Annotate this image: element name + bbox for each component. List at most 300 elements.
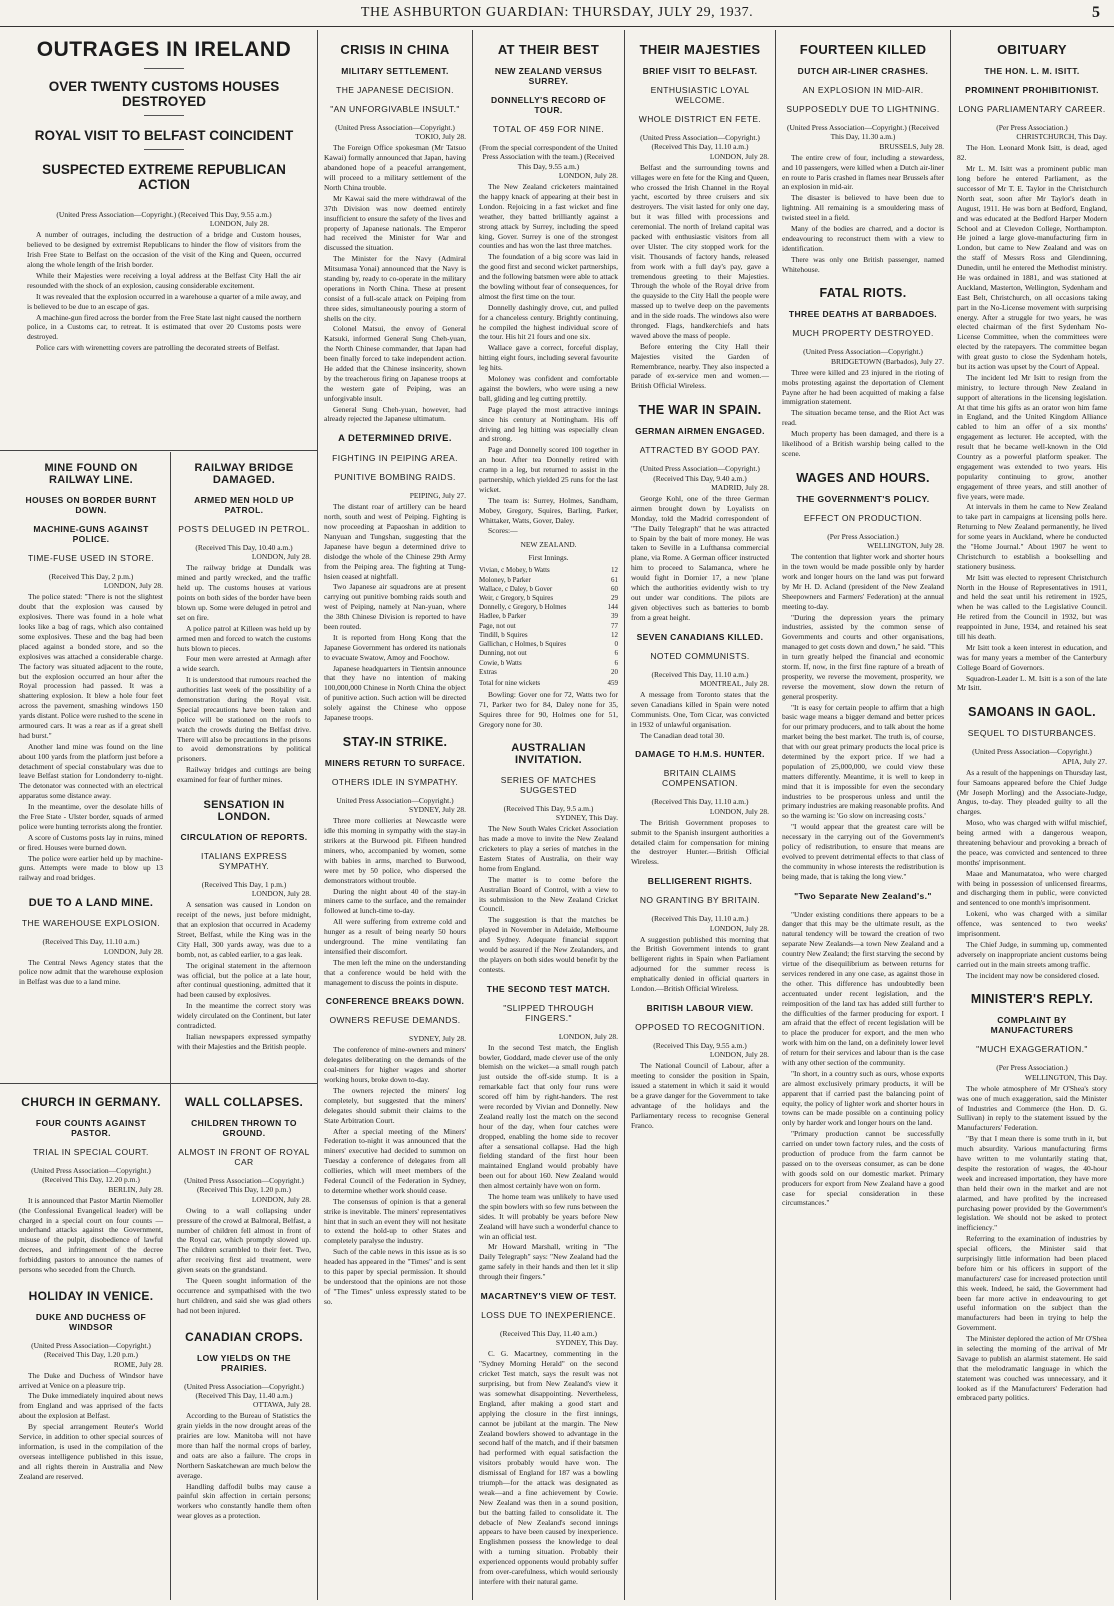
subheading: DUTCH AIR-LINER CRASHES.: [797, 66, 929, 76]
dateline: SYDNEY, This Day.: [555, 813, 618, 823]
batsman-entry: Hadlee, b Parker: [479, 612, 526, 621]
dateline: SYDNEY, July 28.: [409, 805, 466, 815]
subheading: MINERS RETURN TO SURFACE.: [324, 757, 466, 768]
credit-line: (Received This Day, 11.10 a.m.): [42, 937, 140, 947]
scorecard-row: [479, 649, 618, 658]
dateline: LONDON, July 28.: [558, 1031, 618, 1041]
headline: WALL COLLAPSES.: [184, 1095, 304, 1109]
subheading: WHOLE DISTRICT EN FETE.: [638, 114, 762, 124]
paragraph: The team is: Surrey, Holmes, Sandham, Mobey, Gregory, Squires, Barling, Parker, Whittaker, Watts, Gover, Daley.: [479, 495, 618, 525]
column-rule: [950, 30, 951, 1600]
subheading: OTHERS IDLE IN SYMPATHY.: [331, 776, 459, 787]
subheading: "Two Separate New Zealand's.": [794, 890, 932, 901]
paragraph: "During the depression years the primary industries, assisted by the common sense of Governments and courts and other organisations, managed to get costs down and down," he said. "This in turn greatly helped the financial and economic storm. If, now, in the first fine rapture of a breath of prosperity, we reverse the movement, prosperity, we reverse the movement, slow down the return of general prosperity.: [782, 612, 944, 701]
column-rule: [170, 452, 171, 1600]
article-body: [177, 563, 311, 785]
credit-line: (United Press Association—Copyright.) (Received This Day, 9.40 a.m.): [640, 464, 760, 483]
dateline: OTTAWA, July 28.: [253, 1400, 311, 1410]
subheading: DAMAGE TO H.M.S. HUNTER.: [635, 749, 765, 760]
credit-line: (United Press Association—Copyright.) (Received This Day, 9.55 a.m.): [56, 210, 272, 219]
paragraph: The incident led Mr Isitt to resign from the ministry, to lecture through New Zealand in support of alterations in the licensing legislation. At that time his gifts as an orator won him fame in England, and the United Kingdom Alliance cabled to him an offer of a six months' engagement as lecturer. He accepted, with the result that he became well-known in the Old Country as a powerful platform speaker. The engagement was extended to two years. His popularity continuing to grow, another engagement of three years, and still another of five years, were made.: [957, 372, 1107, 501]
dateline: LONDON, July 28.: [709, 151, 769, 161]
subheading: THE GOVERNMENT'S POLICY.: [796, 493, 930, 504]
paragraph: A score of Customs posts lay in ruins, mined or fired. Houses were burned down.: [19, 832, 163, 852]
batsman-entry: Cowie, b Watts: [479, 658, 522, 667]
dateline: LONDON, July 28.: [709, 1050, 769, 1060]
paragraph: In the second Test match, the English bowler, Goddard, made clever use of the only blemish on the wicket—a small rough patch just outside the off-side stump. It is a remarkable fact that only four runs were scored off him by right-handers. The rest were recorded by Vivian and Donnelly. New Zealand really lost the match on the second hour of the day, when four catches were dropped, enabling the home side to recover after a sensational collapse. Had the high fielding standard of the first hour been maintained England would probably have been out for about 160. New Zealand would then almost certainly have won on form.: [479, 1042, 618, 1191]
subheading: LOSS DUE TO INEXPERIENCE.: [481, 1310, 616, 1321]
batsman-runs: 12: [611, 630, 618, 639]
article-body: [19, 592, 163, 883]
paragraph: The New South Wales Cricket Association has made a move to invite the New Zealand cricketers to play a series of matches in the Eastern States of Australia, on their way home from England.: [479, 824, 618, 873]
paragraph: Handling daffodil bulbs may cause a painful skin affection in certain persons; workers who constantly handle them often wear gloves as a protection.: [177, 1481, 311, 1521]
scorecard-row: [479, 659, 618, 668]
credit-line: (Per Press Association.): [827, 531, 899, 541]
credit-line: (United Press Association—Copyright.) (Received This Day, 11.10 a.m.): [640, 133, 760, 152]
subheading: FOUR COUNTS AGAINST PASTOR.: [35, 1118, 147, 1138]
headline: CHURCH IN GERMANY.: [21, 1095, 161, 1109]
subheading: OPPOSED TO RECOGNITION.: [635, 1021, 765, 1032]
dateline: MONTREAL, July 28.: [699, 678, 769, 688]
dateline: BRUSSELS, July 28.: [879, 141, 944, 151]
paragraph: Moloney was confident and comfortable against the bowlers, who were using a new ball, gliding and leg cutting prettily.: [479, 374, 618, 403]
credit-line: (Received This Day, 11.10 a.m.): [651, 914, 749, 924]
divider: [144, 68, 184, 69]
article-body: [177, 1206, 311, 1316]
paragraph: The Central News Agency states that the police now admit that the warehouse explosion in Belfast was due to a land mine.: [19, 957, 163, 987]
paragraph: Maae and Manumatatoa, who were charged with being in possession of unlicensed firearms, and discharging them in public, were convicted and sentenced to one month's imprisonment.: [957, 868, 1107, 908]
paragraph: A sensation was caused in London on receipt of the news, just before midnight, that an explosion that occurred in Academy Street, Belfast, while the King was in the City Hall, 300 yards away, was due to a bomb, not, as cabled earlier, to a gas leak.: [177, 900, 311, 959]
credit-line: (Received This Day, 11.10 a.m.): [651, 797, 749, 807]
paragraph: Mr Isitt was elected to represent Christchurch North in the House of Representatives in 1911, and held the seat until his retirement in 1925, when he was called to the Legislative Council. He retired from the Council in 1932, but was reappointed in June, 1934, and retained his seat till his death.: [957, 572, 1107, 642]
paragraph: C. G. Macartney, commenting in the "Sydney Morning Herald" on the second cricket Test match, says the result was not surprising, but from New Zealand's view it was somewhat disappointing. Nevertheless, England, after making a good start and applying the closure in the first innings, cannot be jubilant at the margin. The New Zealand bowlers showed to advantage in the second half of the match, and if their batsmen had performed with equal satisfaction the visitors probably would have won. The dismissal of England for 187 was a bowling triumph—for the attack was designated as weak—and a fine achievement by Cowie. New Zealand was then in a sound position, but the batting failed to consolidate it. The debacle of New Zealand's second innings appears to have been caused by inexperience. Englishmen possess the knowledge to deal with a turning situation. Probably their experienced opponents would probably suffer from over-carefulness, which would seriously interfere with their natural game.: [479, 1349, 618, 1586]
masthead: [0, 0, 1114, 27]
batsman-entry: Tindill, b Squires: [479, 630, 528, 639]
page-number: 5: [1092, 4, 1100, 21]
paragraph: The whole atmosphere of Mr O'Shea's story was one of much exaggeration, said the Minister of Industries and Commerce (the Hon. D. G. Sullivan) in reply to the statement issued by the Manufacturers' Federation.: [957, 1083, 1107, 1133]
dateline: LONDON, July 28.: [251, 889, 311, 899]
cricket-column: [474, 34, 623, 1602]
article-body: [957, 768, 1107, 981]
scorecard-row: [479, 668, 618, 677]
batsman-runs: 6: [614, 658, 618, 667]
paragraph: The conference of mine-owners and miners' delegates deliberating on the demands of the coal-miners for higher wages and shorter working hours, broke down to-day.: [324, 1045, 466, 1085]
paragraph: Much property has been damaged, and there is a likelihood of a British warship being called to the scene.: [782, 429, 944, 458]
subheading: ARMED MEN HOLD UP PATROL.: [194, 495, 294, 515]
paragraph: According to the Bureau of Statistics the grain yields in the now drought areas of the prairies are low. Manitoba will not have more than half the normal crops of barley, and oats are also a failure. The crops in Northern Saskatchewan are much below the average.: [177, 1411, 311, 1480]
dateline: ROME, July 28.: [113, 1359, 163, 1369]
paragraph: After a special meeting of the Miners' Federation to-night it was announced that the miners' executive had decided to summon on Tuesday a conference of delegates from all collieries, which will meet members of the Federal Council of the Federation in Sydney, to determine whether work should cease.: [324, 1126, 466, 1195]
article-body: [782, 153, 944, 275]
paragraph: "In short, in a country such as ours, whose exports are almost exclusively primary products, it will be apparent that if carried past the balancing point of equity, the policy of lighter work and shorter hours in towns can be made possible on a continuing policy only by harder work and longer hours on the land.: [782, 1068, 944, 1128]
batsman-entry: Wallace, c Daley, b Gover: [479, 584, 553, 593]
paragraph: General Sung Cheh-yuan, however, had already rejected the Japanese ultimatum.: [324, 404, 466, 424]
ireland-deck-2: ROYAL VISIT TO BELFAST COINCIDENT: [34, 128, 294, 143]
scorecard-row: [479, 603, 618, 612]
credit-line: (United Press Association—Copyright.): [803, 347, 923, 357]
credit-line: (United Press Association—Copyright.) (Received This Day, 12.20 p.m.): [31, 1166, 151, 1185]
scorecard-row: [479, 585, 618, 594]
batsman-entry: Dunning, not out: [479, 649, 527, 658]
ireland-deck-1: OVER TWENTY CUSTOMS HOUSES DESTROYED: [48, 79, 280, 109]
dateline: WELLINGTON, July 28.: [867, 541, 944, 551]
subheading: CIRCULATION OF REPORTS.: [180, 831, 308, 842]
subheading: THE HON. L. M. ISITT.: [984, 66, 1080, 76]
subheading: TOTAL OF 459 FOR NINE.: [492, 124, 605, 134]
paragraph: While their Majesties were receiving a loyal address at the Belfast City Hall the air resounded with the shock of an explosion, causing considerable excitement.: [27, 270, 301, 290]
section-rule: [0, 1083, 317, 1084]
paragraph: It is announced that Pastor Martin Niemoller (the Confessional Evangelical leader) will be charged in a special court on four counts — underhand attacks against the Government, misuse of the pulpit, disobedience of lawful decrees, and infringement of the decree forbidding pastors to announce the names of persons who seceded from the Church.: [19, 1195, 163, 1274]
batsman-runs: 60: [611, 584, 618, 593]
paragraph: The contention that lighter work and shorter hours in the town would be made possible only by harder work and longer hours on the land was put forward by Mr H. D. Acland (president of the New Zealand Sheepowners and Farmers' Federation) at the annual meeting to-day.: [782, 552, 944, 611]
subheading: FIGHTING IN PEIPING AREA.: [332, 453, 458, 464]
paragraph: Railway bridges and cuttings are being examined for fear of further mines.: [177, 765, 311, 785]
subheading: BELLIGERENT RIGHTS.: [647, 876, 753, 887]
scorecard-row: [479, 640, 618, 649]
paragraph: During the night about 40 of the stay-in miners came to the surface, and the remainder followed at lunch-time to-day.: [324, 886, 466, 916]
paragraph: There was only one British passenger, named Whitehouse.: [782, 254, 944, 274]
fourteen-column: [777, 34, 949, 1602]
scorecard-row: [479, 594, 618, 603]
paragraph: A message from Toronto states that the seven Canadians killed in Spain were noted Communists. One, Tom Cicar, was convicted in 1932 of unlawful organisation.: [631, 689, 769, 729]
scorecard-row: [479, 631, 618, 640]
bowling-summary: Bowling: Gover one for 72, Watts two for 71, Parker two for 84, Daley none for 35, Squires three for 90, Holmes one for 51, Gregory none for 30.: [479, 690, 618, 730]
paragraph: The matter is to come before the Australian Board of Control, with a view to its submission to the New Zealand Cricket Council.: [479, 874, 618, 914]
credit-line: (Received This Day, 9.5 a.m.): [503, 803, 594, 813]
subheading: HOUSES ON BORDER BURNT DOWN.: [25, 495, 157, 515]
paragraph: Two Japanese air squadrons are at present carrying out punitive bombing raids south and west of Peiping, namely at Nan-yuan, where the 38th Chinese Division is reported to have been routed.: [324, 582, 466, 631]
credit-line: (Per Press Association.): [996, 123, 1068, 132]
scorecard-row: [479, 576, 618, 585]
subheading: ITALIANS EXPRESS SYMPATHY.: [200, 850, 288, 871]
subheading: NO GRANTING BY BRITAIN.: [639, 895, 761, 906]
paragraph: A police patrol at Killeen was held up by armed men and forced to watch the customs huts blown to pieces.: [177, 623, 311, 653]
subheading: A DETERMINED DRIVE.: [338, 433, 452, 445]
paragraph: The foundation of a big score was laid in the good first and second wicket partnerships, and the following batsmen were able to attack the bowling without fear of consequences, for almost the first time on the tour.: [479, 252, 618, 301]
subheading: "SLIPPED THROUGH FINGERS.": [503, 1002, 594, 1023]
subheading: NOTED COMMUNISTS.: [650, 650, 750, 661]
wall-article: [172, 1087, 316, 1602]
batsman-entry: Extras: [479, 667, 497, 676]
credit-line: (United Press Association—Copyright.) (Received This Day, 11.30 a.m.): [786, 123, 940, 142]
paragraph: It was revealed that the explosion occurred in a warehouse a quarter of a mile away, and is believed to be due to an escape of gas.: [27, 291, 301, 311]
paragraph: The home team was unlikely to have used the spin bowlers with so few runs between the sides. It will probably be years before New Zealand will have such a wonderful chance to win an official test.: [479, 1192, 618, 1241]
paragraph: The Duke immediately inquired about news from England and was apprised of the facts about the explosion at Belfast.: [19, 1391, 163, 1421]
paragraph: Squadron-Leader L. M. Isitt is a son of the late Mr Isitt.: [957, 673, 1107, 693]
batsman-entry: Gallichan, c Holmes, b Squires: [479, 640, 567, 649]
headline: AUSTRALIAN INVITATION.: [511, 741, 586, 766]
subheading: PUNITIVE BOMBING RAIDS.: [334, 472, 456, 483]
paragraph: Belfast and the surrounding towns and villages were en fete for the King and Queen, who crossed the Irish Channel in the Royal yacht, escorted by three cruisers and six destroyers. The visit lasted for only one day, but it was filled with processions and ceremonial. The north of Ireland capital was packed with enthusiastic visitors from all over Ulster. The city stopped work for the visit. Thousands of factory hands, released from work with a full day's pay, gave a tremendous greeting to their Majesties. Through the whole of the Royal drive from the quayside to the City Hall the people were massed up to twelve deep on the pavements and in the side roads. The windows also were thronged. Flags, handkerchiefs and hats waved above the mass of people.: [631, 162, 769, 340]
majesties-column: [626, 34, 774, 1602]
paragraph: Mr Kawai said the mere withdrawal of the 37th Division was now deemed entirely insufficient to ensure the safety of the lives and property of Japanese nationals. The Emperor had received the Minister for War and discussed the situation.: [324, 193, 466, 253]
paragraph: The British Government proposes to submit to the Spanish insurgent authorities a detailed claim for compensation for mining the destroyer Hunter.—British Official Wireless.: [631, 817, 769, 867]
paragraph: Lokeni, who was charged with a similar offence, was sentenced to two weeks' imprisonment.: [957, 909, 1107, 938]
subheading: DONNELLY'S RECORD OF TOUR.: [490, 95, 607, 115]
dateline: SYDNEY, This Day.: [555, 1338, 618, 1348]
paragraph: Mr Howard Marshall, writing in "The Daily Telegraph" says: "New Zealand had the game safely in their hands and then let it slip through their fingers.": [479, 1242, 618, 1282]
dateline: PEIPING, July 27.: [409, 491, 466, 501]
subheading: BRITAIN CLAIMS COMPENSATION.: [662, 768, 738, 789]
subheading: THE WAREHOUSE EXPLOSION.: [21, 918, 161, 929]
paragraph: Japanese headquarters in Tientsin announce that they have no intention of making 100,000,000 Chinese in North China the object of punitive action. Such action will be directed solely against the Chinese who oppose Japanese troops.: [324, 663, 466, 723]
batsman-entry: Weir, c Gregory, b Squires: [479, 594, 554, 602]
paragraph: By special arrangement Reuter's World Service, in addition to other special sources of information, is used in the compilation of the overseas intelligence published in this issue, and all rights therein in Australia and New Zealand are reserved.: [19, 1422, 163, 1481]
paragraph: The men left the mine on the understanding that a conference would be held with the management to discuss the points in dispute.: [324, 957, 466, 987]
batsman-entry: Donnelly, c Gregory, b Holmes: [479, 603, 567, 612]
article-body: [324, 143, 466, 424]
paragraph: The Queen sought information of the occurrence and sympathised with the two hurt children, and said she was glad others had not been injured.: [177, 1275, 311, 1315]
paragraph: The Hon. Leonard Monk Isitt, is dead, aged 82.: [957, 143, 1107, 163]
credit-line: (Received This Day, 11.10 a.m.): [651, 669, 749, 679]
paragraph: Referring to the examination of industries by special officers, the Minister said that surprisingly little information had been placed before him or his officers in support of the manufacturers' case for increased protection until this week. Indeed, he said, the Government had been far more active in endeavouring to get useful information on the subject than the manufacturers had been in trying to help the Government.: [957, 1234, 1107, 1333]
article-body: [479, 1349, 618, 1586]
paragraph: Scores:—: [488, 526, 518, 536]
subheading: COMPLAINT BY MANUFACTURERS: [990, 1015, 1074, 1036]
article-body: [19, 230, 309, 353]
paragraph: Italian newspapers expressed sympathy with their Majesties and the British people.: [177, 1031, 311, 1051]
headline: THEIR MAJESTIES: [639, 42, 761, 57]
subheading: CHILDREN THROWN TO GROUND.: [191, 1118, 297, 1138]
paragraph: Colonel Matsui, the envoy of General Katsuki, informed General Sung Cheh-yuan, the North Chinese commander, that Japan had been finally forced to take independent action. He added that the Chinese insincerity, shown by the treacherous firing on Japanese troops at the western gate of Peiping, was an unforgivable insult.: [324, 324, 466, 403]
paragraph: The National Council of Labour, after a meeting to consider the position in Spain, issued a statement in which it said it would be a grave danger for the Government to take advantage of the holidays and the Parliamentary recess to recognise General Franco.: [631, 1061, 769, 1130]
paragraph: Many of the bodies are charred, and a doctor is endeavouring to reconstruct them with a view to identification.: [782, 223, 944, 253]
paragraph: "I would appear that the greatest care will be necessary in the carrying out of the Government's policy of redistribution, to ensure that means are evolved to prevent detrimental effects to that class of the community in whose interests the redistribution is being made, that is taking the long view.": [782, 822, 944, 881]
subheading: LONG PARLIAMENTARY CAREER.: [958, 104, 1106, 114]
headline: FATAL RIOTS.: [819, 286, 907, 301]
paragraph: The Minister for the Navy (Admiral Mitsumasa Yonai) announced that the Navy is standing by, ready to co-operate in the military operations in North China. These at present consist of a full-scale attack on Peiping from three sides, simultaneously pouring a storm of shells on the city.: [324, 254, 466, 323]
paragraph: The Duke and Duchess of Windsor have arrived at Venice on a pleasure trip.: [19, 1370, 163, 1390]
headline: MINE FOUND ON RAILWAY LINE.: [44, 462, 138, 486]
dateline: MADRID, July 28.: [711, 482, 769, 492]
innings-label: First Innings.: [528, 553, 569, 563]
headline: THE WAR IN SPAIN.: [638, 403, 762, 418]
total-value: 459: [607, 679, 618, 688]
subheading: "AN UNFORGIVABLE INSULT.": [330, 104, 460, 114]
paragraph: George Kohl, one of the three German airmen brought down by Loyalists on Monday, told the Madrid correspondent of "The Daily Telegraph" that he was attracted to Spain by the bait of more money. He was taken to Seville in a Lufthansa commercial plane, via Rome. A German officer instructed him to proceed to Salamanca, where he would fight in Dornier 17, a new 'plane which the authorities evidently wish to try out under war conditions. The pilots are given objectives such as batteries to bomb from a great height.: [631, 493, 769, 622]
batsman-runs: 39: [611, 612, 618, 621]
subheading: ATTRACTED BY GOOD PAY.: [639, 445, 761, 456]
credit-line: (Received This Day, 11.40 a.m.): [500, 1329, 597, 1339]
article-body: [631, 818, 769, 867]
headline: STAY-IN STRIKE.: [342, 734, 448, 749]
headline: FOURTEEN KILLED: [799, 42, 927, 57]
paragraph: Another land mine was found on the line about 100 yards from the platform just before a detachment of special constabulary was due to leave Belfast station for Londonderry to-night. The detonator was connected with an electrical apparatus some distance away.: [19, 741, 163, 801]
paragraph: In the meantime, over the desolate hills of the Free State - Ulster border, squads of armed police were hunting terrorists along the frontier.: [19, 802, 163, 831]
paragraph: The distant roar of artillery can be heard north, south and west of Peiping. Fighting is now proceeding at Papaoshan in addition to Nanyuan and Tungshan, suggesting that the Japanese have begun a determined drive to dislodge the whole of the Chinese 29th Army from the Peiping area. The fighting at Tung-hsien ceased at nightfall.: [324, 502, 466, 581]
dateline: LONDON, July 28.: [709, 923, 769, 933]
subheading: ALMOST IN FRONT OF ROYAL CAR: [178, 1147, 310, 1167]
article-body: [479, 824, 618, 974]
paragraph: "Primary production cannot be successfully carried on under town factory rules, and the costs of production of produce from the farm cannot be passed on to the overseas consumer, as can be done with goods sold on our domestic market. Primary producers for export from New Zealand have a good case for special consideration in these circumstances.": [782, 1129, 944, 1208]
scorecard: [479, 566, 618, 677]
batsman-runs: 12: [611, 566, 618, 575]
subheading: MILITARY SETTLEMENT.: [341, 66, 449, 76]
mine-article: [14, 454, 168, 1080]
batsman-runs: 6: [614, 649, 618, 658]
headline: AT THEIR BEST: [497, 42, 600, 57]
subheading: DUKE AND DUCHESS OF WINDSOR: [35, 1311, 147, 1332]
subheading: POSTS DELUGED IN PETROL.: [178, 524, 310, 534]
credit-line: (United Press Association—Copyright.) (Received This Day, 11.40 a.m.): [184, 1381, 304, 1400]
paragraph: It is understood that rumours reached the authorities last week of the possibility of a demonstration during the Royal visit. Special precautions have been taken and police will be stationed on the roofs to watch the crowds during the Belfast drive. There will also be precautions in the prisons to avoid demonstrations by political prisoners.: [177, 675, 311, 764]
paragraph: It is reported from Hong Kong that the Japanese Government has ordered its nationals to evacuate Swatow, Amoy and Foochow.: [324, 632, 466, 662]
paragraph: The owners rejected the miners' log completely, but suggested that the miners' delegates should submit their claims to the State Arbitration Court.: [324, 1085, 466, 1125]
subheading: OWNERS REFUSE DEMANDS.: [329, 1015, 461, 1026]
column-rule: [624, 30, 625, 1600]
headline: DUE TO A LAND MINE.: [28, 897, 154, 910]
credit-line: (Received This Day, 2 p.m.): [48, 572, 134, 581]
paragraph: Mr Isitt took a keen interest in education, and was for many years a member of the Canterbury College Board of Governors.: [957, 642, 1107, 672]
credit-line: (United Press Association—Copyright.) (Received This Day, 1.20 p.m.): [31, 1340, 151, 1360]
subheading: TRIAL IN SPECIAL COURT.: [33, 1147, 149, 1157]
subheading: ENTHUSIASTIC LOYAL WELCOME.: [650, 85, 750, 105]
paragraph: The disaster is believed to have been due to lightning. All remaining is a smouldering mass of twisted steel in a field.: [782, 193, 944, 223]
subheading: THREE DEATHS AT BARBADOES.: [788, 309, 938, 320]
paragraph: In the meantime the correct story was widely circulated on the Continent, but later contradicted.: [177, 1001, 311, 1031]
headline: CRISIS IN CHINA: [340, 42, 450, 57]
paragraph: All were suffering from extreme cold and hunger as a result of being nearly 50 hours underground. The mine ventilating fan intensified their discomfort.: [324, 917, 466, 956]
paragraph: At intervals in them he came to New Zealand to take part in campaigns at licensing polls here. Returning to New Zealand permanently, he lived for some years in Auckland, where he conducted the "Home Journal." About 1907 he went to Christchurch to establish a bookselling and stationery business.: [957, 502, 1107, 571]
headline: WAGES AND HOURS.: [796, 470, 930, 485]
batsman-entry: Moloney, b Parker: [479, 575, 531, 584]
dateline: APIA, July 27.: [1061, 756, 1107, 766]
dateline: LONDON, July 28.: [209, 219, 269, 229]
subheading: SUPPOSEDLY DUE TO LIGHTNING.: [786, 104, 940, 114]
credit-line: (Per Press Association.): [996, 1063, 1068, 1073]
article-body: [631, 935, 769, 994]
headline: OBITUARY: [997, 42, 1067, 57]
batsman-runs: 61: [611, 575, 618, 584]
paragraph: The railway bridge at Dundalk was mined and partly wrecked, and the traffic held up. The customs houses at various points on both sides of the border have been blown up. Some were deluged in petrol and set on fire.: [177, 563, 311, 622]
article-body: [324, 502, 466, 723]
paragraph: Page played the most attractive innings since his century at Nottingham. His off driving and leg hitting was especially clean and strong.: [479, 404, 618, 444]
subheading: GERMAN AIRMEN ENGAGED.: [635, 426, 765, 437]
subheading: SEVEN CANADIANS KILLED.: [636, 631, 764, 642]
subheading: BRIEF VISIT TO BELFAST.: [642, 66, 758, 76]
paragraph: "By that I mean there is some truth in it, but much absurdity. Various manufacturing firms have written to me voluntarily stating that, despite the restoration of wages, the 40-hour week and increased importation, they have more than held their own in the market and are not alarmed, and have profited by the increased purchasing power provided by the Government's legislation. We should not be asked to protect inefficiency.": [957, 1134, 1107, 1233]
subheading: SEQUEL TO DISTURBANCES.: [967, 728, 1097, 739]
paragraph: Before entering the City Hall their Majesties visited the Garden of Remembrance, nearby. They also inspected a parade of ex-service men and women.—British Official Wireless.: [631, 341, 769, 391]
article-body: [19, 1371, 163, 1482]
paragraph: The Minister deplored the action of Mr O'Shea in selecting the morning of the arrival of Mr Savage to publish an alarmist statement. He said that the melodramatic language in which the statement was couched was unnecessary, and it looked as if the Manufacturers' Federation had embraced party politics.: [957, 1334, 1107, 1403]
church-article: [14, 1087, 168, 1602]
credit-line: (Received This Day, 10.40 a.m.): [195, 543, 293, 552]
headline: HOLIDAY IN VENICE.: [28, 1288, 154, 1303]
credit-line: United Press Association—Copyright.): [336, 795, 454, 805]
subheading: NEW ZEALAND VERSUS SURREY.: [494, 66, 603, 86]
column-rule: [317, 30, 318, 1600]
batsman-runs: 20: [611, 667, 618, 676]
credit-line: (Received This Day, 1 p.m.): [201, 879, 287, 889]
paragraph: A suggestion published this morning that the British Government intends to grant belligerent rights in Spain when Parliament adjourned for the summer recess is emphatically denied in official quarters in London.—British Official Wireless.: [631, 934, 769, 994]
dateline: TOKIO, July 28.: [415, 132, 466, 142]
article-body: [782, 552, 944, 881]
total-label: Total for nine wickets: [479, 679, 541, 688]
subheading: SERIES OF MATCHES SUGGESTED: [500, 774, 597, 795]
article-body: [631, 163, 769, 391]
article-body: [782, 910, 944, 1209]
dateline: BERLIN, July 28.: [108, 1184, 163, 1194]
paragraph: The consensus of opinion is that a general strike is inevitable. The miners' representatives hint that in such an event they will not hesitate to extend the hold-up to other States and completely paralyse the industry.: [324, 1196, 466, 1246]
article-body: [957, 1084, 1107, 1404]
scorecard-total: [479, 679, 618, 688]
dateline: SYDNEY, July 28.: [409, 1034, 466, 1044]
article-body: [177, 900, 311, 1051]
paragraph: Three more collieries at Newcastle were idle this morning in sympathy with the stay-in strikers at the Burwood pit. Fifteen hundred miners, who, accompanied by women, some with babies in arms, marched to Burwood, were met by 50 police, who dispersed the demonstrators without trouble.: [324, 816, 466, 885]
divider: [144, 149, 184, 150]
subheading: PROMINENT PROHIBITIONIST.: [965, 85, 1099, 95]
paragraph: "Under existing conditions there appears to be a danger that this may be the ultimate result, as the natural tendency will be toward the creation of two separate New Zealands—a town New Zealand and a country New Zealand; the first starving the second by virtue of the disequilibrium as between returns for services rendered in any one case, as against those in the other. This difference has undoubtedly been accentuated under recent legislation, and the reimposition of the land tax has added still further to the difficulties of the farmer producing for export. I am afraid that the effect of recent legislation will be to place the producer for export, and the men who work with him on the land, on a definitely lower level of return for their services and labour than is the case with any other section of the community.: [782, 909, 944, 1067]
subheading: MACHINE-GUNS AGAINST POLICE.: [33, 524, 149, 544]
masthead-title: THE ASHBURTON GUARDIAN: THURSDAY, JULY 29, 1937.: [360, 5, 754, 20]
paragraph: Moso, who was charged with wilful mischief, being armed with a dangerous weapon, threatening behaviour and provoking a breach of the peace, was convicted and sentenced to three months' imprisonment.: [957, 818, 1107, 867]
subheading: EFFECT ON PRODUCTION.: [803, 512, 923, 523]
article-body: [631, 494, 769, 623]
batsman-entry: Page, not out: [479, 621, 516, 630]
headline: MINISTER'S REPLY.: [970, 992, 1094, 1007]
batsman-runs: 77: [611, 621, 618, 630]
subheading: MUCH PROPERTY DESTROYED.: [792, 328, 934, 339]
subheading: BRITISH LABOUR VIEW.: [646, 1002, 754, 1013]
section-rule: [0, 450, 317, 451]
batsman-entry: Vivian, c Mobey, b Watts: [479, 566, 550, 575]
paragraph: The New Zealand cricketers maintained the happy knack of appearing at their best in London. Rejoicing in a fast wicket and fine weather, they batted brilliantly against a strong attack by Surrey, including the speed king, Gover. Surrey is one of the strongest counties and has won the last three matches.: [479, 182, 618, 251]
article-body: [324, 1045, 466, 1306]
paragraph: Page and Donnelly scored 100 together in an hour. After tea Donnelly retired with cramp in a leg, but returned to assist in the partnership, which yielded 25 runs for the last wicket.: [479, 445, 618, 494]
divider: [144, 115, 184, 116]
dateline: LONDON, July 28.: [558, 171, 618, 181]
subheading: THE JAPANESE DECISION.: [336, 85, 454, 95]
subheading: "MUCH EXAGGERATION.": [976, 1044, 1088, 1055]
paragraph: The Canadian dead total 30.: [640, 730, 725, 740]
ireland-deck-3: SUSPECTED EXTREME REPUBLICAN ACTION: [42, 162, 286, 192]
paragraph: The Foreign Office spokesman (Mr Tatsuo Kawai) formally announced that Japan, having abandoned hope of a peaceful arrangement, will proceed to a military settlement of the North China trouble.: [324, 143, 466, 192]
subheading: THE SECOND TEST MATCH.: [486, 983, 611, 994]
scorecard-row: [479, 622, 618, 631]
subheading: CONFERENCE BREAKS DOWN.: [325, 996, 465, 1007]
obituary-column: [952, 34, 1112, 1602]
column-rule: [472, 30, 473, 1600]
ireland-headline: OUTRAGES IN IRELAND: [36, 38, 292, 61]
paragraph: Police cars with wirenetting covers are patrolling the decorated streets of Belfast.: [36, 343, 280, 353]
batsman-runs: 29: [611, 594, 618, 602]
headline: CANADIAN CROPS.: [185, 1329, 303, 1344]
paragraph: The incident may now be considered closed.: [966, 970, 1100, 980]
article-body: [631, 1061, 769, 1130]
paragraph: Mr L. M. Isitt was a prominent public man long before he entered Parliament, as the successor of Mr T. E. Taylor in the Christchurch North seat, soon after Mr Taylor's death in August, 1911. He was born at Bedford, England, and was educated at the Bedford Harper Modern School and at Clevedon College, Northampton. He joined a large glove-manufacturing firm in London, but came to New Zealand and was on the staff of Messrs Ross and Glendinning, Dunedin, until he entered the Methodist ministry. He was ordained in 1881, and was stationed at Auckland, Masterton, Wellington, Sydenham and East Belt, Christchurch, on all occasions taking part in the No-License movement with surprising energy. After a struggle for two years, he was elected chairman of the first Sydenham No-License Committee, when the committees were elected by the ratepayers. The committee began with great gusto to close the Sydenham hotels, but its action was upset by the Court of Appeal.: [957, 164, 1107, 371]
dateline: CHRISTCHURCH, This Day.: [1016, 132, 1107, 142]
article-body: [19, 1196, 163, 1275]
credit-line: (United Press Association—Copyright.) (Received This Day, 1.20 p.m.): [184, 1176, 304, 1195]
scorecard-row: [479, 566, 618, 575]
headline: SAMOANS IN GAOL.: [968, 705, 1096, 720]
total-row: [479, 679, 618, 688]
headline: RAILWAY BRIDGE DAMAGED.: [194, 462, 294, 486]
paragraph: Such of the cable news in this issue as is so headed has appeared in the "Times" and is sent to this paper by special permission. It should be understood that the opinions are not those of "The Times" unless expressly stated to be so.: [324, 1247, 466, 1306]
dateline: BRIDGETOWN (Barbados), July 27.: [831, 356, 944, 366]
paragraph: The police were earlier held up by machine-guns. Attempts were made to blow up 13 railway and road bridges.: [19, 853, 163, 883]
subheading: TIME-FUSE USED IN STORE.: [27, 553, 155, 563]
paragraph: The Chief Judge, in summing up, commented adversely on inappropriate ancient customs being carried out in the main streets among traffic.: [957, 939, 1107, 969]
paragraph: Wallace gave a correct, forceful display, hitting eight fours, including several favourite leg hits.: [479, 343, 618, 373]
article-body: [631, 690, 769, 740]
paragraph: Three were killed and 23 injured in the rioting of mobs protesting against the deportation of Clement Payne after he had been acquitted of making a false immigration statement.: [782, 367, 944, 407]
paragraph: A machine-gun fired across the border from the Free State last night caused the northern police, in a Customs car, to retreat. It is estimated that over 20 Customs posts were destroyed.: [27, 312, 301, 342]
credit-line: (United Press Association—Copyright.): [972, 747, 1092, 757]
paragraph: Donnelly dashingly drove, cut, and pulled for a chanceless century. Brightly continuing, he compiled the highest individual score of the tour. His hit 21 fours and one six.: [479, 302, 618, 342]
paragraph: Owing to a wall collapsing under pressure of the crowd at Balmoral, Belfast, a number of children fell almost in front of the Royal car, which promptly slowed up. The children scrambled to their feet. Two, after receiving first aid treatment, were given seats on the grandstand.: [177, 1205, 311, 1275]
